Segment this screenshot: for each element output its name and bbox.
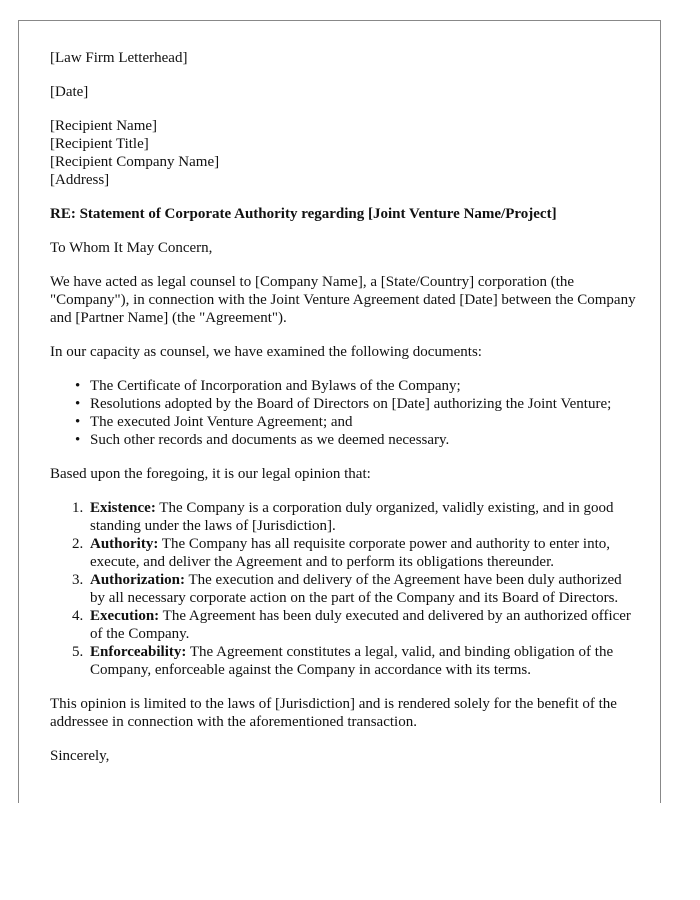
- limitation-paragraph: This opinion is limited to the laws of [Jurisdiction] and is rendered solely for the benefit of the addressee in connection with the aforementioned transaction.: [50, 696, 617, 730]
- bullet-icon: •: [75, 414, 81, 430]
- opinion-term: Authorization:: [90, 572, 185, 588]
- list-item: [72, 535, 640, 571]
- item-number: 1.: [72, 500, 84, 516]
- opinion-text: The Company is a corporation duly organized, validly existing, and in good standing under the laws of [Jurisdiction].: [90, 500, 614, 534]
- list-item: [72, 499, 640, 535]
- letter-page: [18, 20, 661, 803]
- list-item: • The executed Joint Venture Agreement; and: [75, 414, 353, 430]
- list-item: • The Certificate of Incorporation and Bylaws of the Company;: [75, 378, 461, 394]
- item-number: 2.: [72, 536, 84, 552]
- recipient-name: [Recipient Name]: [50, 118, 158, 134]
- opinion-text: The Agreement has been duly executed and delivered by an authorized officer of the Company.: [90, 608, 631, 642]
- opinion-term: Authority:: [90, 536, 159, 552]
- salutation: To Whom It May Concern,: [50, 240, 213, 256]
- item-number: 3.: [72, 572, 84, 588]
- opinion-term: Existence:: [90, 500, 156, 516]
- list-item: • Resolutions adopted by the Board of Directors on [Date] authorizing the Joint Venture;: [75, 396, 612, 412]
- recipient-block: [50, 117, 640, 189]
- list-item: • Such other records and documents as we deemed necessary.: [75, 432, 450, 448]
- bullet-icon: •: [75, 378, 81, 394]
- item-number: 5.: [72, 644, 84, 660]
- item-number: 4.: [72, 608, 84, 624]
- bullet-icon: •: [75, 432, 81, 448]
- intro-paragraph: We have acted as legal counsel to [Company Name], a [State/Country] corporation (the "Company"), in connection with the Joint Venture Agreement dated [Date] between the Company and [Partner Name] (the "Agreement").: [50, 274, 636, 326]
- documents-list: [50, 377, 640, 449]
- opinion-text: The Agreement constitutes a legal, valid, and binding obligation of the Company, enforceable against the Company in accordance with its terms.: [90, 644, 614, 678]
- list-item: [72, 643, 640, 679]
- subject-line: RE: Statement of Corporate Authority regarding [Joint Venture Name/Project]: [50, 206, 557, 222]
- bullet-icon: •: [75, 396, 81, 412]
- recipient-company: [Recipient Company Name]: [50, 154, 220, 170]
- letter-body: [50, 49, 640, 781]
- closing: Sincerely,: [50, 748, 110, 764]
- list-item: [72, 607, 640, 643]
- opinion-term: Execution:: [90, 608, 160, 624]
- documents-intro: In our capacity as counsel, we have examined the following documents:: [50, 344, 482, 360]
- opinion-term: Enforceability:: [90, 644, 187, 660]
- opinion-text: The execution and delivery of the Agreement have been duly authorized by all necessary corporate action on the part of the Company and its Board of Directors.: [90, 572, 622, 606]
- letterhead: [Law Firm Letterhead]: [50, 50, 188, 66]
- opinions-list: [50, 499, 640, 679]
- recipient-title: [Recipient Title]: [50, 136, 149, 152]
- opinion-text: The Company has all requisite corporate power and authority to enter into, execute, and deliver the Agreement and to perform its obligations thereunder.: [90, 536, 611, 570]
- letter-date: [Date]: [50, 84, 89, 100]
- recipient-address: [Address]: [50, 172, 110, 188]
- list-item: [72, 571, 640, 607]
- opinion-intro: Based upon the foregoing, it is our legal opinion that:: [50, 466, 371, 482]
